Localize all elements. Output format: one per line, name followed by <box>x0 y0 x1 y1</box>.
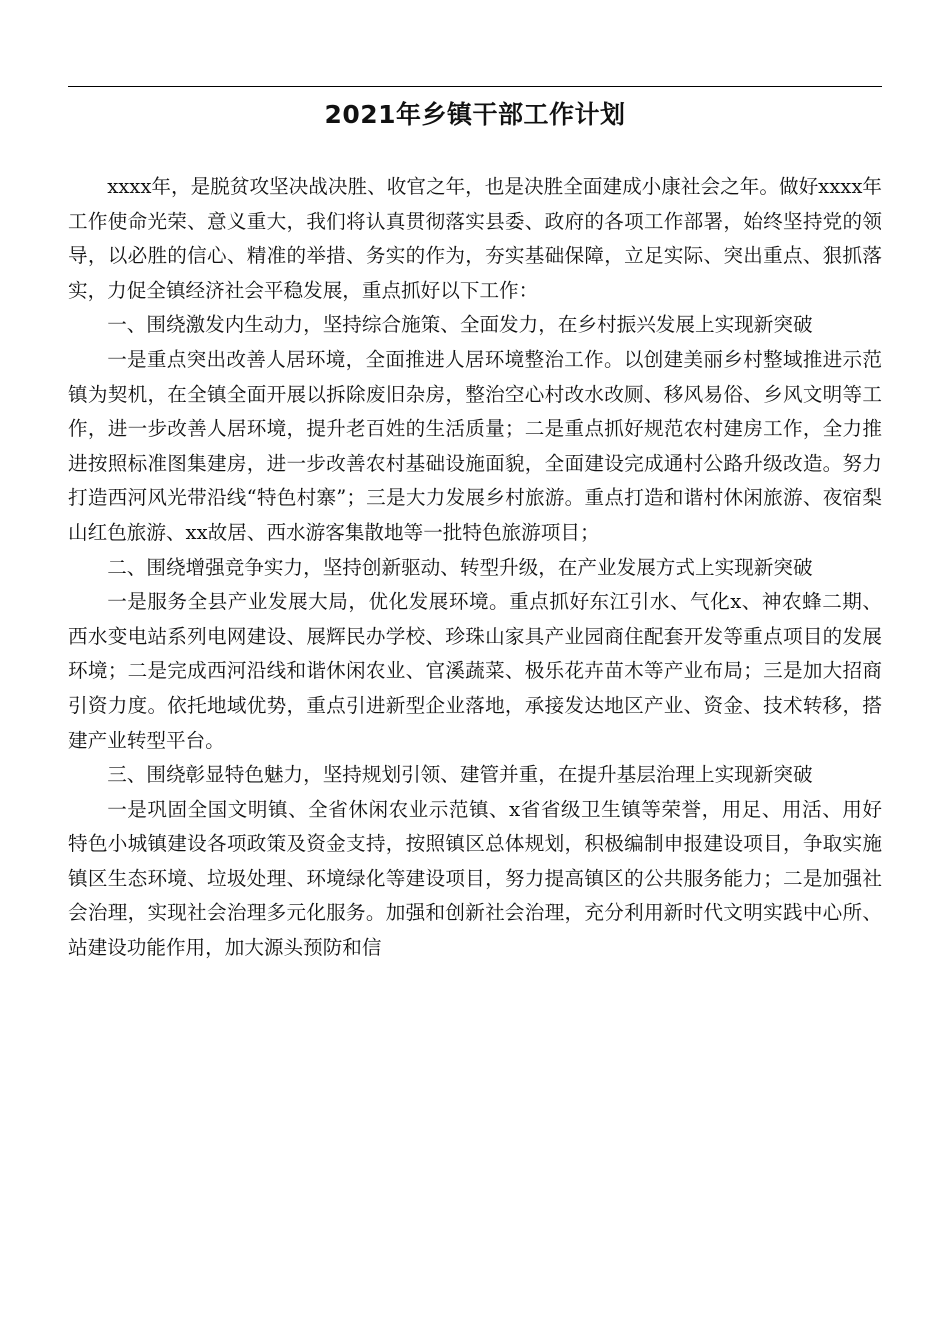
section-body-3: 一是巩固全国文明镇、全省休闲农业示范镇、x省省级卫生镇等荣誉，用足、用活、用好特色小城镇建设各项政策及资金支持，按照镇区总体规划，积极编制申报建设项目，争取实施镇区生态环境、垃圾处理、环境绿化等建设项目，努力提高镇区的公共服务能力；二是加强社会治理，实现社会治理多元化服务。加强和创新社会治理，充分利用新时代文明实践中心所、站建设功能作用，加大源头预防和信 <box>68 797 882 960</box>
document-title: 2021年乡镇干部工作计划 <box>324 100 626 129</box>
section-body-2: 一是服务全县产业发展大局，优化发展环境。重点抓好东江引水、气化x、神农蜂二期、西水变电站系列电网建设、展辉民办学校、珍珠山家具产业园商住配套开发等重点项目的发展环境；二是完成西河沿线和谐休闲农业、官溪蔬菜、极乐花卉苗木等产业布局；三是加大招商引资力度。依托地域优势，重点引进新型企业落地，承接发达地区产业、资金、技术转移，搭建产业转型平台。 <box>68 590 882 752</box>
intro-paragraph: xxxx年，是脱贫攻坚决战决胜、收官之年，也是决胜全面建成小康社会之年。做好xxxx年工作使命光荣、意义重大，我们将认真贯彻落实县委、政府的各项工作部署，始终坚持党的领导，以必胜的信心、精准的举措、务实的作为，夯实基础保障，立足实际、突出重点、狠抓落实，力促全镇经济社会平稳发展，重点抓好以下工作： <box>68 175 882 302</box>
section-heading-1: 一、围绕激发内生动力，坚持综合施策、全面发力，在乡村振兴发展上实现新突破 <box>107 313 813 337</box>
document-body <box>68 170 882 966</box>
section-heading-2: 二、围绕增强竞争实力，坚持创新驱动、转型升级，在产业发展方式上实现新突破 <box>107 555 813 579</box>
section-body-1: 一是重点突出改善人居环境，全面推进人居环境整治工作。以创建美丽乡村整域推进示范镇为契机，在全镇全面开展以拆除废旧杂房，整治空心村改水改厕、移风易俗、乡风文明等工作，进一步改善人居环境，提升老百姓的生活质量；二是重点抓好规范农村建房工作，全力推进按照标准图集建房，进一步改善农村基础设施面貌，全面建设完成通村公路升级改造。努力打造西河风光带沿线“特色村寨”；三是大力发展乡村旅游。重点打造和谐村休闲旅游、夜宿梨山红色旅游、xx故居、西水游客集散地等一批特色旅游项目； <box>68 347 882 544</box>
header-rule <box>68 86 882 87</box>
section-heading-3: 三、围绕彰显特色魅力，坚持规划引领、建管并重，在提升基层治理上实现新突破 <box>107 763 813 787</box>
